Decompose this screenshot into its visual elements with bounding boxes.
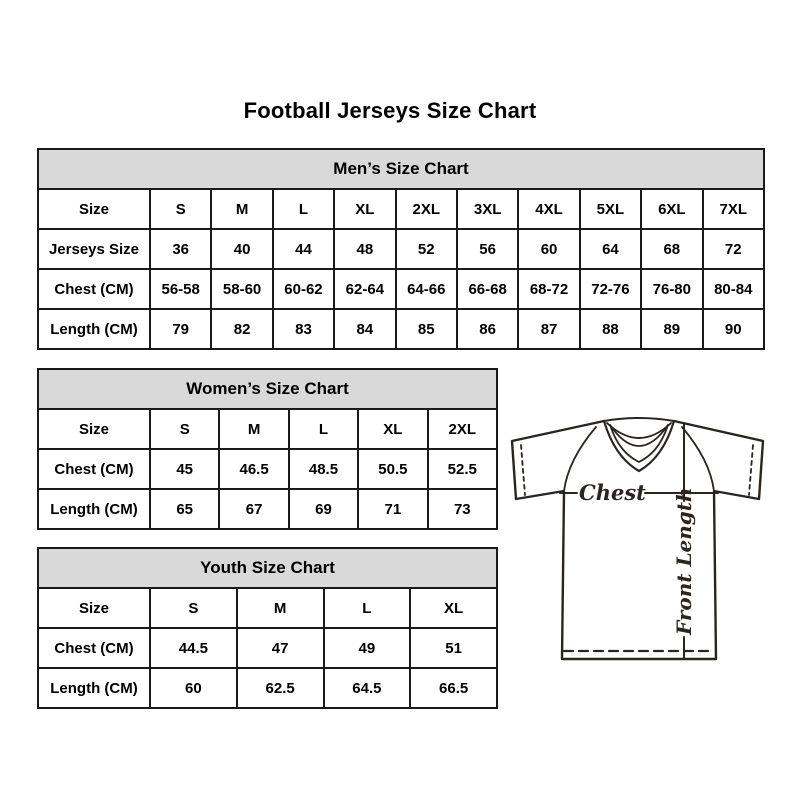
data-cell: 64 — [580, 229, 641, 269]
data-cell: 62-64 — [334, 269, 395, 309]
column-header-cell: Size — [38, 189, 150, 229]
data-cell: 36 — [150, 229, 211, 269]
column-header-cell: L — [273, 189, 334, 229]
column-header-cell: 6XL — [641, 189, 702, 229]
column-header-cell: 2XL — [396, 189, 457, 229]
data-cell: 45 — [150, 449, 219, 489]
left-cuff-dashes — [521, 445, 525, 495]
data-cell: 56 — [457, 229, 518, 269]
column-header-cell: L — [324, 588, 411, 628]
table-title: Women’s Size Chart — [38, 369, 497, 409]
collar-back-arc-1 — [607, 423, 671, 438]
data-cell: 76-80 — [641, 269, 702, 309]
row-label-cell: Chest (CM) — [38, 269, 150, 309]
table-row — [38, 628, 497, 668]
data-cell: 73 — [428, 489, 497, 529]
data-cell: 79 — [150, 309, 211, 349]
column-header-cell: S — [150, 409, 219, 449]
data-cell: 44 — [273, 229, 334, 269]
table-row — [38, 269, 764, 309]
data-cell: 50.5 — [358, 449, 427, 489]
table-title: Men’s Size Chart — [38, 149, 764, 189]
row-label-cell: Chest (CM) — [38, 628, 150, 668]
data-cell: 66.5 — [410, 668, 497, 708]
data-cell: 83 — [273, 309, 334, 349]
data-cell: 89 — [641, 309, 702, 349]
data-cell: 82 — [211, 309, 272, 349]
row-label-cell: Jerseys Size — [38, 229, 150, 269]
data-cell: 47 — [237, 628, 324, 668]
data-cell: 56-58 — [150, 269, 211, 309]
data-cell: 72 — [703, 229, 764, 269]
data-cell: 68 — [641, 229, 702, 269]
data-cell: 88 — [580, 309, 641, 349]
table-row — [38, 229, 764, 269]
data-cell: 60-62 — [273, 269, 334, 309]
mens-size-table — [37, 148, 765, 350]
data-cell: 69 — [289, 489, 358, 529]
jersey-body-outline — [512, 421, 763, 659]
jersey-measurement-diagram — [507, 413, 767, 665]
data-cell: 67 — [219, 489, 288, 529]
data-cell: 62.5 — [237, 668, 324, 708]
data-cell: 72-76 — [580, 269, 641, 309]
data-cell: 48.5 — [289, 449, 358, 489]
data-cell: 80-84 — [703, 269, 764, 309]
column-header-row — [38, 588, 497, 628]
data-cell: 66-68 — [457, 269, 518, 309]
column-header-cell: 7XL — [703, 189, 764, 229]
data-cell: 49 — [324, 628, 411, 668]
table-row — [38, 309, 764, 349]
right-sleeve-seam — [682, 427, 714, 491]
data-cell: 48 — [334, 229, 395, 269]
column-header-row — [38, 409, 497, 449]
column-header-cell: M — [219, 409, 288, 449]
column-header-cell: XL — [358, 409, 427, 449]
data-cell: 84 — [334, 309, 395, 349]
table-row — [38, 449, 497, 489]
row-label-cell: Length (CM) — [38, 489, 150, 529]
column-header-cell: Size — [38, 409, 150, 449]
front-length-label: Front Length — [672, 487, 696, 635]
column-header-cell: M — [237, 588, 324, 628]
table-title: Youth Size Chart — [38, 548, 497, 588]
data-cell: 46.5 — [219, 449, 288, 489]
collar-rim — [604, 418, 674, 421]
data-cell: 64-66 — [396, 269, 457, 309]
data-cell: 87 — [518, 309, 579, 349]
chest-label: Chest — [579, 480, 646, 505]
column-header-cell: XL — [410, 588, 497, 628]
row-label-cell: Chest (CM) — [38, 449, 150, 489]
vneck-inner — [610, 425, 668, 462]
table-row — [38, 668, 497, 708]
right-cuff-dashes — [749, 445, 753, 495]
data-cell: 52 — [396, 229, 457, 269]
jersey-outline-icon — [507, 413, 767, 665]
row-label-cell: Length (CM) — [38, 668, 150, 708]
data-cell: 60 — [518, 229, 579, 269]
page-title: Football Jerseys Size Chart — [243, 98, 537, 123]
column-header-cell: S — [150, 189, 211, 229]
data-cell: 68-72 — [518, 269, 579, 309]
data-cell: 71 — [358, 489, 427, 529]
data-cell: 58-60 — [211, 269, 272, 309]
data-cell: 40 — [211, 229, 272, 269]
column-header-cell: 4XL — [518, 189, 579, 229]
column-header-cell: 5XL — [580, 189, 641, 229]
column-header-cell: Size — [38, 588, 150, 628]
data-cell: 44.5 — [150, 628, 237, 668]
column-header-row — [38, 189, 764, 229]
data-cell: 90 — [703, 309, 764, 349]
row-label-cell: Length (CM) — [38, 309, 150, 349]
data-cell: 60 — [150, 668, 237, 708]
womens-size-table — [37, 368, 498, 530]
column-header-cell: L — [289, 409, 358, 449]
column-header-cell: S — [150, 588, 237, 628]
data-cell: 85 — [396, 309, 457, 349]
column-header-cell: XL — [334, 189, 395, 229]
column-header-cell: 2XL — [428, 409, 497, 449]
column-header-cell: M — [211, 189, 272, 229]
data-cell: 52.5 — [428, 449, 497, 489]
data-cell: 51 — [410, 628, 497, 668]
column-header-cell: 3XL — [457, 189, 518, 229]
table-row — [38, 489, 497, 529]
data-cell: 86 — [457, 309, 518, 349]
data-cell: 65 — [150, 489, 219, 529]
youth-size-table — [37, 547, 498, 709]
data-cell: 64.5 — [324, 668, 411, 708]
